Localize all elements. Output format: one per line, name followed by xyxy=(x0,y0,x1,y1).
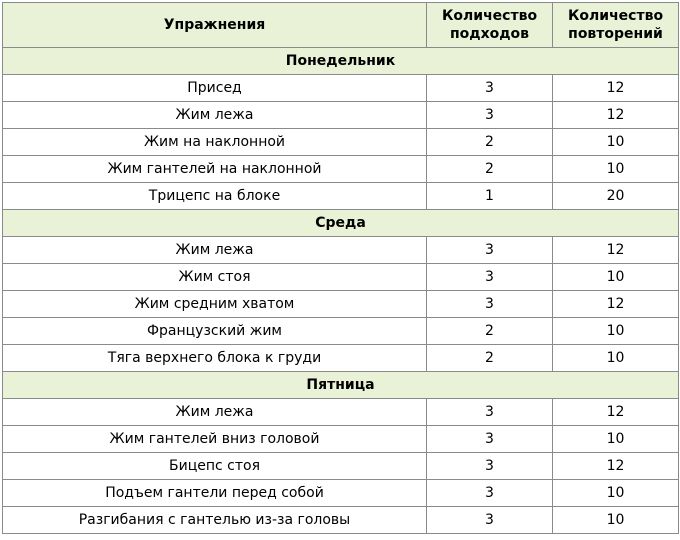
exercise-cell: Бицепс стоя xyxy=(3,453,427,480)
sets-cell: 3 xyxy=(427,426,553,453)
exercise-cell: Тяга верхнего блока к груди xyxy=(3,345,427,372)
sets-cell: 3 xyxy=(427,507,553,534)
table-row xyxy=(3,318,679,345)
reps-cell: 12 xyxy=(553,291,679,318)
header-reps: Количество повторений xyxy=(553,3,679,48)
table-row xyxy=(3,453,679,480)
table-row xyxy=(3,237,679,264)
header-row xyxy=(3,3,679,48)
reps-cell: 10 xyxy=(553,129,679,156)
sets-cell: 2 xyxy=(427,129,553,156)
sets-cell: 3 xyxy=(427,75,553,102)
exercise-cell: Присед xyxy=(3,75,427,102)
header-exercises: Упражнения xyxy=(3,3,427,48)
sets-cell: 2 xyxy=(427,345,553,372)
exercise-cell: Жим лежа xyxy=(3,237,427,264)
table-row xyxy=(3,183,679,210)
reps-cell: 10 xyxy=(553,345,679,372)
exercise-cell: Жим лежа xyxy=(3,102,427,129)
exercise-cell: Французский жим xyxy=(3,318,427,345)
sets-cell: 3 xyxy=(427,480,553,507)
table-row xyxy=(3,507,679,534)
table-row xyxy=(3,480,679,507)
table-row xyxy=(3,102,679,129)
reps-cell: 12 xyxy=(553,102,679,129)
sets-cell: 3 xyxy=(427,453,553,480)
day-name: Понедельник xyxy=(3,48,679,75)
exercise-cell: Жим гантелей на наклонной xyxy=(3,156,427,183)
sets-cell: 3 xyxy=(427,399,553,426)
day-row-friday xyxy=(3,372,679,399)
exercise-cell: Жим на наклонной xyxy=(3,129,427,156)
table-row xyxy=(3,264,679,291)
reps-cell: 10 xyxy=(553,156,679,183)
reps-cell: 10 xyxy=(553,318,679,345)
reps-cell: 20 xyxy=(553,183,679,210)
workout-table xyxy=(2,2,679,534)
day-name: Среда xyxy=(3,210,679,237)
sets-cell: 3 xyxy=(427,102,553,129)
table-row xyxy=(3,75,679,102)
table-row xyxy=(3,426,679,453)
reps-cell: 10 xyxy=(553,264,679,291)
reps-cell: 12 xyxy=(553,237,679,264)
day-row-wednesday xyxy=(3,210,679,237)
sets-cell: 2 xyxy=(427,156,553,183)
table-row xyxy=(3,129,679,156)
day-row-monday xyxy=(3,48,679,75)
exercise-cell: Жим лежа xyxy=(3,399,427,426)
sets-cell: 3 xyxy=(427,237,553,264)
reps-cell: 10 xyxy=(553,426,679,453)
exercise-cell: Жим стоя xyxy=(3,264,427,291)
header-sets: Количество подходов xyxy=(427,3,553,48)
day-name: Пятница xyxy=(3,372,679,399)
reps-cell: 12 xyxy=(553,75,679,102)
sets-cell: 3 xyxy=(427,291,553,318)
exercise-cell: Трицепс на блоке xyxy=(3,183,427,210)
exercise-cell: Подъем гантели перед собой xyxy=(3,480,427,507)
table-row xyxy=(3,291,679,318)
table-row xyxy=(3,399,679,426)
reps-cell: 12 xyxy=(553,399,679,426)
table-row xyxy=(3,345,679,372)
sets-cell: 1 xyxy=(427,183,553,210)
reps-cell: 10 xyxy=(553,480,679,507)
table-row xyxy=(3,156,679,183)
reps-cell: 12 xyxy=(553,453,679,480)
exercise-cell: Жим гантелей вниз головой xyxy=(3,426,427,453)
exercise-cell: Жим средним хватом xyxy=(3,291,427,318)
sets-cell: 2 xyxy=(427,318,553,345)
reps-cell: 10 xyxy=(553,507,679,534)
exercise-cell: Разгибания с гантелью из-за головы xyxy=(3,507,427,534)
sets-cell: 3 xyxy=(427,264,553,291)
